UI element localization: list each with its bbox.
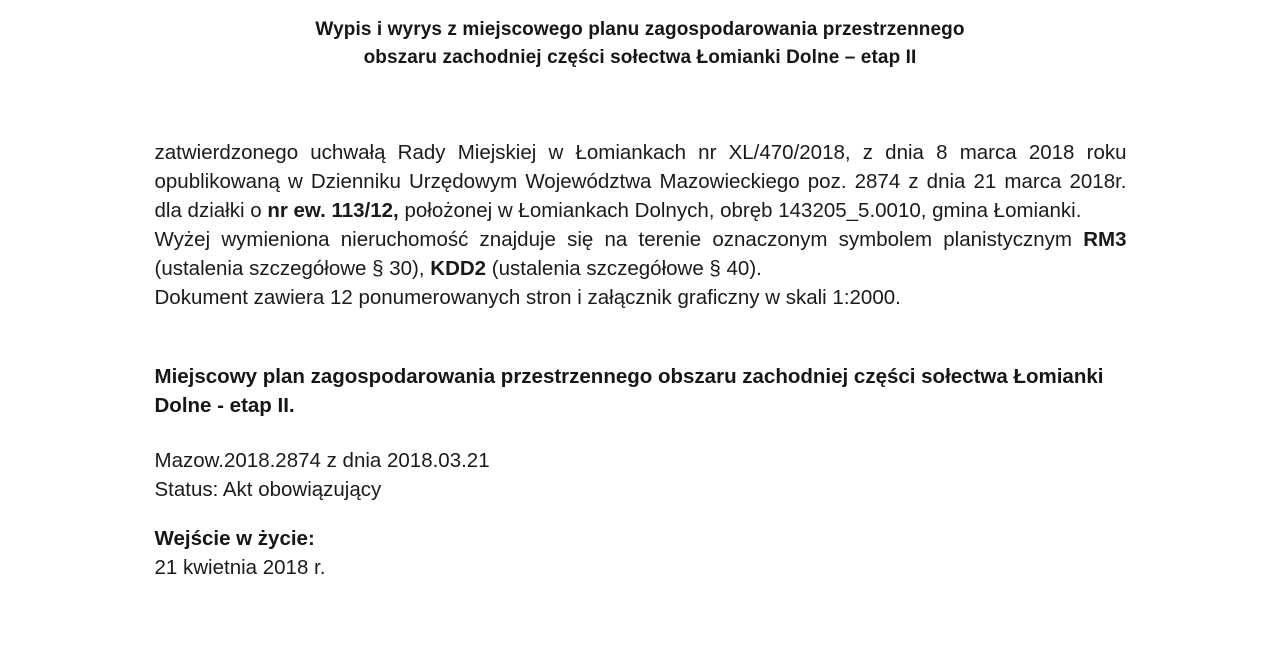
- approval-text-part-2: położonej w Łomiankach Dolnych, obręb 143205_5.0010, gmina Łomianki.: [398, 199, 1082, 222]
- paragraph-planning-symbols: [155, 225, 1127, 283]
- plan-heading-line-1: Miejscowy plan zagospodarowania przestrzennego obszaru zachodniej części sołectwa Łomianki: [154, 365, 1104, 388]
- plan-heading-line-2: Dolne - etap II.: [154, 394, 295, 417]
- symbols-text-part-1: Wyżej wymieniona nieruchomość znajduje się na terenie oznaczonym symbolem planistycznym: [154, 228, 1084, 251]
- approval-text-part-1: zatwierdzonego uchwałą Rady Miejskiej w Łomiankach nr XL/470/2018, z dnia 8 marca 2018 roku opublikowaną w Dzienniku Urzędowym Województwa Mazowieckiego poz. 2874 z dnia 21 marca 2018r. dla działki o: [154, 141, 1127, 222]
- page-title: [0, 0, 1280, 72]
- section-spacer: [155, 312, 1127, 362]
- page-title-line-1: Wypis i wyrys z miejscowego planu zagospodarowania przestrzennego: [315, 19, 965, 40]
- status-entry-spacer: [155, 504, 1127, 524]
- page-title-line-2: obszaru zachodniej części sołectwa Łomianki Dolne – etap II: [363, 47, 917, 68]
- symbol-kdd2: KDD2: [430, 257, 487, 280]
- parcel-number: nr ew. 113/12,: [267, 199, 399, 222]
- publication-reference: Mazow.2018.2874 z dnia 2018.03.21: [154, 449, 490, 472]
- entry-into-force-label: Wejście w życie:: [154, 527, 315, 550]
- heading-publication-spacer: [155, 420, 1127, 446]
- symbols-text-part-3: (ustalenia szczegółowe § 40).: [486, 257, 762, 280]
- symbol-rm3: RM3: [1083, 228, 1127, 251]
- status-line: Status: Akt obowiązujący: [154, 478, 382, 501]
- title-body-spacer: [0, 72, 1280, 138]
- paragraph-document-contents: Dokument zawiera 12 ponumerowanych stron i załącznik graficzny w skali 1:2000.: [154, 286, 901, 309]
- document-body: [154, 138, 1127, 582]
- paragraph-approval: [155, 138, 1127, 225]
- entry-into-force-date: 21 kwietnia 2018 r.: [154, 556, 326, 579]
- plan-heading: [155, 362, 1127, 420]
- symbols-text-part-2: (ustalenia szczegółowe § 30),: [154, 257, 431, 280]
